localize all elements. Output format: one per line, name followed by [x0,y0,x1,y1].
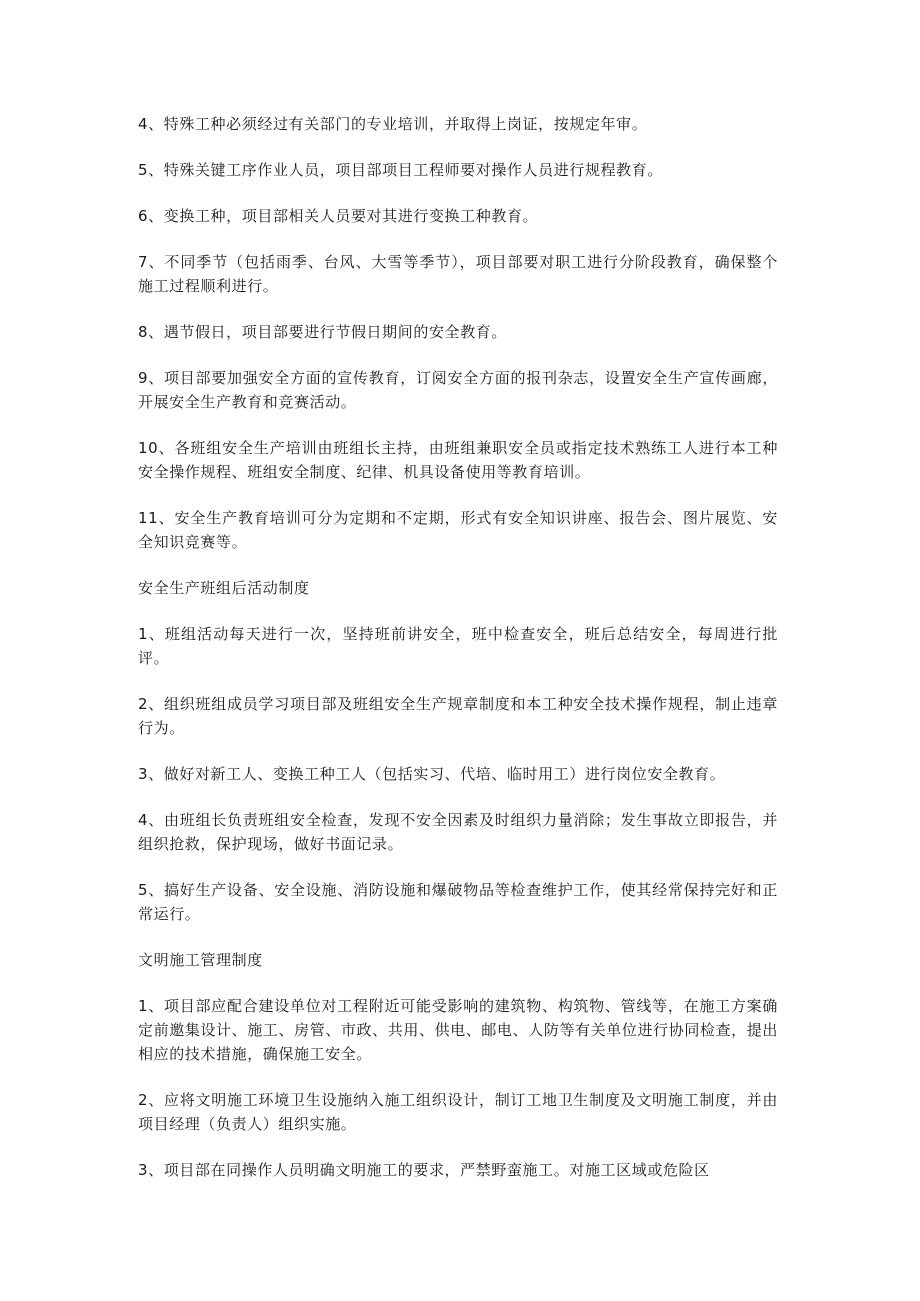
paragraph-team-1: 1、班组活动每天进行一次，坚持班前讲安全，班中检查安全，班后总结安全，每周进行批评。 [138,625,778,667]
paragraph-education-4: 4、特殊工种必须经过有关部门的专业培训，并取得上岗证，按规定年审。 [138,115,648,133]
paragraph-education-10: 10、各班组安全生产培训由班组长主持，由班组兼职安全员或指定技术熟练工人进行本工种安全操作规程、班组安全制度、纪律、机具设备使用等教育培训。 [138,439,778,481]
document-body [138,112,778,1204]
paragraph-education-8: 8、遇节假日，项目部要进行节假日期间的安全教育。 [138,323,507,341]
paragraph-civil-1: 1、项目部应配合建设单位对工程附近可能受影响的建筑物、构筑物、管线等，在施工方案确定前邀集设计、施工、房管、市政、共用、供电、邮电、人防等有关单位进行协同检查，提出相应的技术措施，确保施工安全。 [138,997,778,1063]
paragraph-team-5: 5、搞好生产设备、安全设施、消防设施和爆破物品等检查维护工作，使其经常保持完好和正常运行。 [138,881,778,923]
section-heading-team-activity: 安全生产班组后活动制度 [138,579,310,597]
paragraph-education-11: 11、安全生产教育培训可分为定期和不定期，形式有安全知识讲座、报告会、图片展览、安全知识竞赛等。 [138,509,778,551]
paragraph-team-3: 3、做好对新工人、变换工种工人（包括实习、代培、临时用工）进行岗位安全教育。 [138,765,726,783]
paragraph-civil-3: 3、项目部在同操作人员明确文明施工的要求，严禁野蛮施工。对施工区域或危险区 [138,1161,710,1179]
paragraph-education-7: 7、不同季节（包括雨季、台风、大雪等季节），项目部要对职工进行分阶段教育，确保整个施工过程顺利进行。 [138,253,778,295]
paragraph-education-5: 5、特殊关键工序作业人员，项目部项目工程师要对操作人员进行规程教育。 [138,161,663,179]
paragraph-education-9: 9、项目部要加强安全方面的宣传教育，订阅安全方面的报刊杂志，设置安全生产宣传画廊，开展安全生产教育和竞赛活动。 [138,369,778,411]
section-heading-civilized-construction: 文明施工管理制度 [138,951,263,969]
paragraph-education-6: 6、变换工种，项目部相关人员要对其进行变换工种教育。 [138,207,539,225]
paragraph-team-4: 4、由班组长负责班组安全检查，发现不安全因素及时组织力量消除；发生事故立即报告，并组织抢救，保护现场，做好书面记录。 [138,811,778,853]
paragraph-team-2: 2、组织班组成员学习项目部及班组安全生产规章制度和本工种安全技术操作规程，制止违章行为。 [138,695,778,737]
paragraph-civil-2: 2、应将文明施工环境卫生设施纳入施工组织设计，制订工地卫生制度及文明施工制度，并由项目经理（负责人）组织实施。 [138,1091,778,1133]
